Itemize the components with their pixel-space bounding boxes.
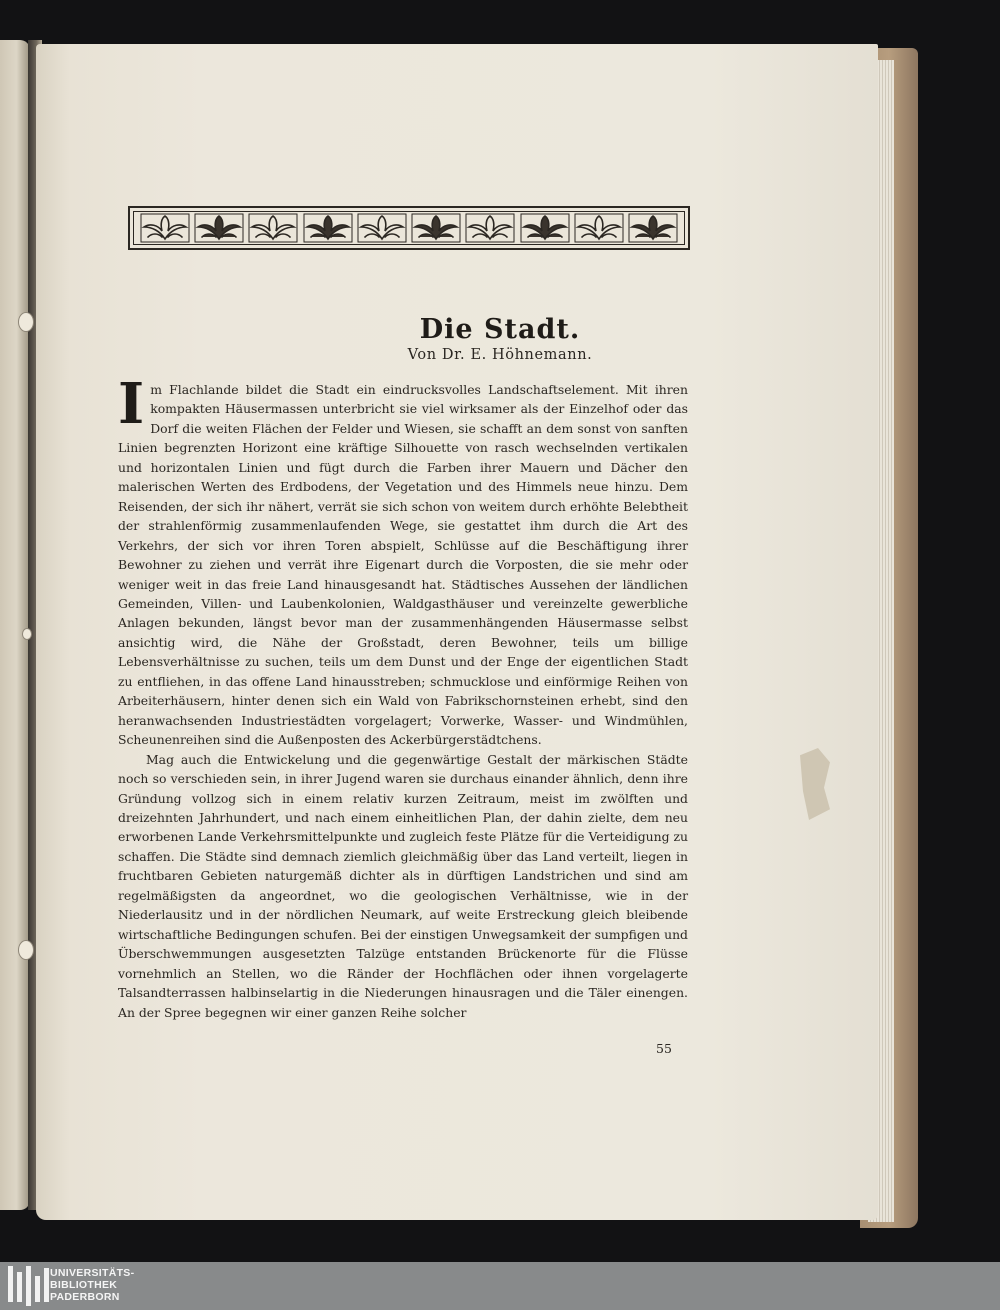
lotus-frieze-icon — [133, 211, 685, 245]
lotus-panel-icon — [520, 213, 570, 243]
logo-line-2: BIBLIOTHEK — [50, 1279, 118, 1291]
library-footer — [0, 1262, 1000, 1310]
logo-line-3: PADERBORN — [50, 1291, 120, 1303]
article-title: Die Stadt. — [419, 314, 581, 345]
logo-line-1: UNIVERSITÄTS- — [50, 1267, 135, 1279]
paragraph-1-text: m Flachlande bildet die Stadt ein eindrucksvolles Landschaftselement. Mit ihren kompakten Häusermassen unterbricht sie viel wirksamer als der Einzelhof oder das Dorf die weiten Flächen der Felder und Wiesen, sie schafft an dem sonst von sanften Linien begrenzten Horizont eine kräftige Silhouette von rasch wechselnden vertikalen und horizontalen Linien und fügt durch die Farben ihrer Mauern und Dächer den malerischen Werten des Erdbodens, der Vegetation und des Himmels neue hinzu. Dem Reisenden, der sich ihr nähert, verrät sie sich schon von weitem durch erhöhte Belebtheit der strahlenförmig zusammenlaufenden Wege, sie gestattet ihm durch die Art des Verkehrs, der sich vor ihren Toren abspielt, Schlüsse auf die Beschäftigung ihrer Bewohner zu ziehen und verrät ihre Eigenart durch die Vorposten, die sie mehr oder weniger weit in das freie Land hinausgesandt hat. Städtisches Aussehen der ländlichen Gemeinden, Villen- und Laubenkolonien, Waldgasthäuser und vereinzelte gewerbliche Anlagen bekunden, längst bevor man der zusammenhängenden Häusermasse selbst ansichtig wird, die Nähe der Großstadt, deren Bewohner, teils um billige Lebensverhältnisse zu suchen, teils um dem Dunst und der Enge der eigentlichen Stadt zu entfliehen, in das offene Land hinausstreben; schmucklose und einförmige Reihen von Arbeiterhäusern, hinter denen sich ein Wald von Fabrikschornsteinen erhebt, sind den heranwachsenden Industriestädten vorgelagert; Vorwerke, Wasser- und Windmühlen, Scheunenreihen sind die Außenposten des Ackerbürgerstädtchens. — [118, 382, 688, 748]
drop-cap: I — [118, 371, 145, 437]
ornamental-frieze — [128, 206, 690, 250]
lotus-panel-icon — [465, 213, 515, 243]
paragraph-1 — [118, 371, 688, 750]
lotus-panel-icon — [248, 213, 298, 243]
left-page-edge — [0, 40, 30, 1210]
paragraph-2: Mag auch die Entwickelung und die gegenwärtige Gestalt der märkischen Städte noch so verschieden sein, in ihrer Jugend waren sie durchaus einander ähnlich, denn ihre Gründung vollzog sich in einem relativ kurzen Zeitraum, meist im zwölften und dreizehnten Jahrhundert, und nach einem einheitlichen Plan, der dahin zielte, dem neu erworbenen Lande Verkehrsmittelpunkte und zugleich feste Plätze für die Verteidigung zu schaffen. Die Städte sind demnach ziemlich gleichmäßig über das Land verteilt, liegen in fruchtbaren Gebieten naturgemäß dichter als in dürftigen Landstrichen und sind am regelmäßigsten da angeordnet, wo die geologischen Verhältnisse, wie in der Niederlausitz und in der nördlichen Neumark, auf weite Erstreckung gleich bleibende wirtschaftliche Bedingungen schufen. Bei der einstigen Unwegsamkeit der sumpfigen und Überschwemmungen ausgesetzten Talzüge entstanden Brückenorte für die Flüsse vornehmlich an Stellen, wo die Ränder der Hochflächen oder ihnen vorgelagerte Talsandterrassen halbinselartig in die Niederungen hinausragen und die Täler einengen. An der Spree begegnen wir einer ganzen Reihe solcher — [118, 751, 688, 1020]
lotus-panel-icon — [357, 213, 407, 243]
library-logo-text — [50, 1267, 134, 1303]
lotus-panel-icon — [194, 213, 244, 243]
binding-stitch — [22, 628, 32, 640]
lotus-panel-icon — [303, 213, 353, 243]
lotus-panel-icon — [411, 213, 461, 243]
article-byline: Von Dr. E. Höhnemann. — [407, 347, 593, 363]
lotus-panel-icon — [574, 213, 624, 243]
binding-stitch — [18, 940, 34, 960]
library-bars-icon — [8, 1266, 49, 1306]
lotus-panel-icon — [140, 213, 190, 243]
article-body — [118, 371, 688, 1022]
lotus-panel-icon — [628, 213, 678, 243]
page-number: 55 — [656, 1041, 672, 1056]
